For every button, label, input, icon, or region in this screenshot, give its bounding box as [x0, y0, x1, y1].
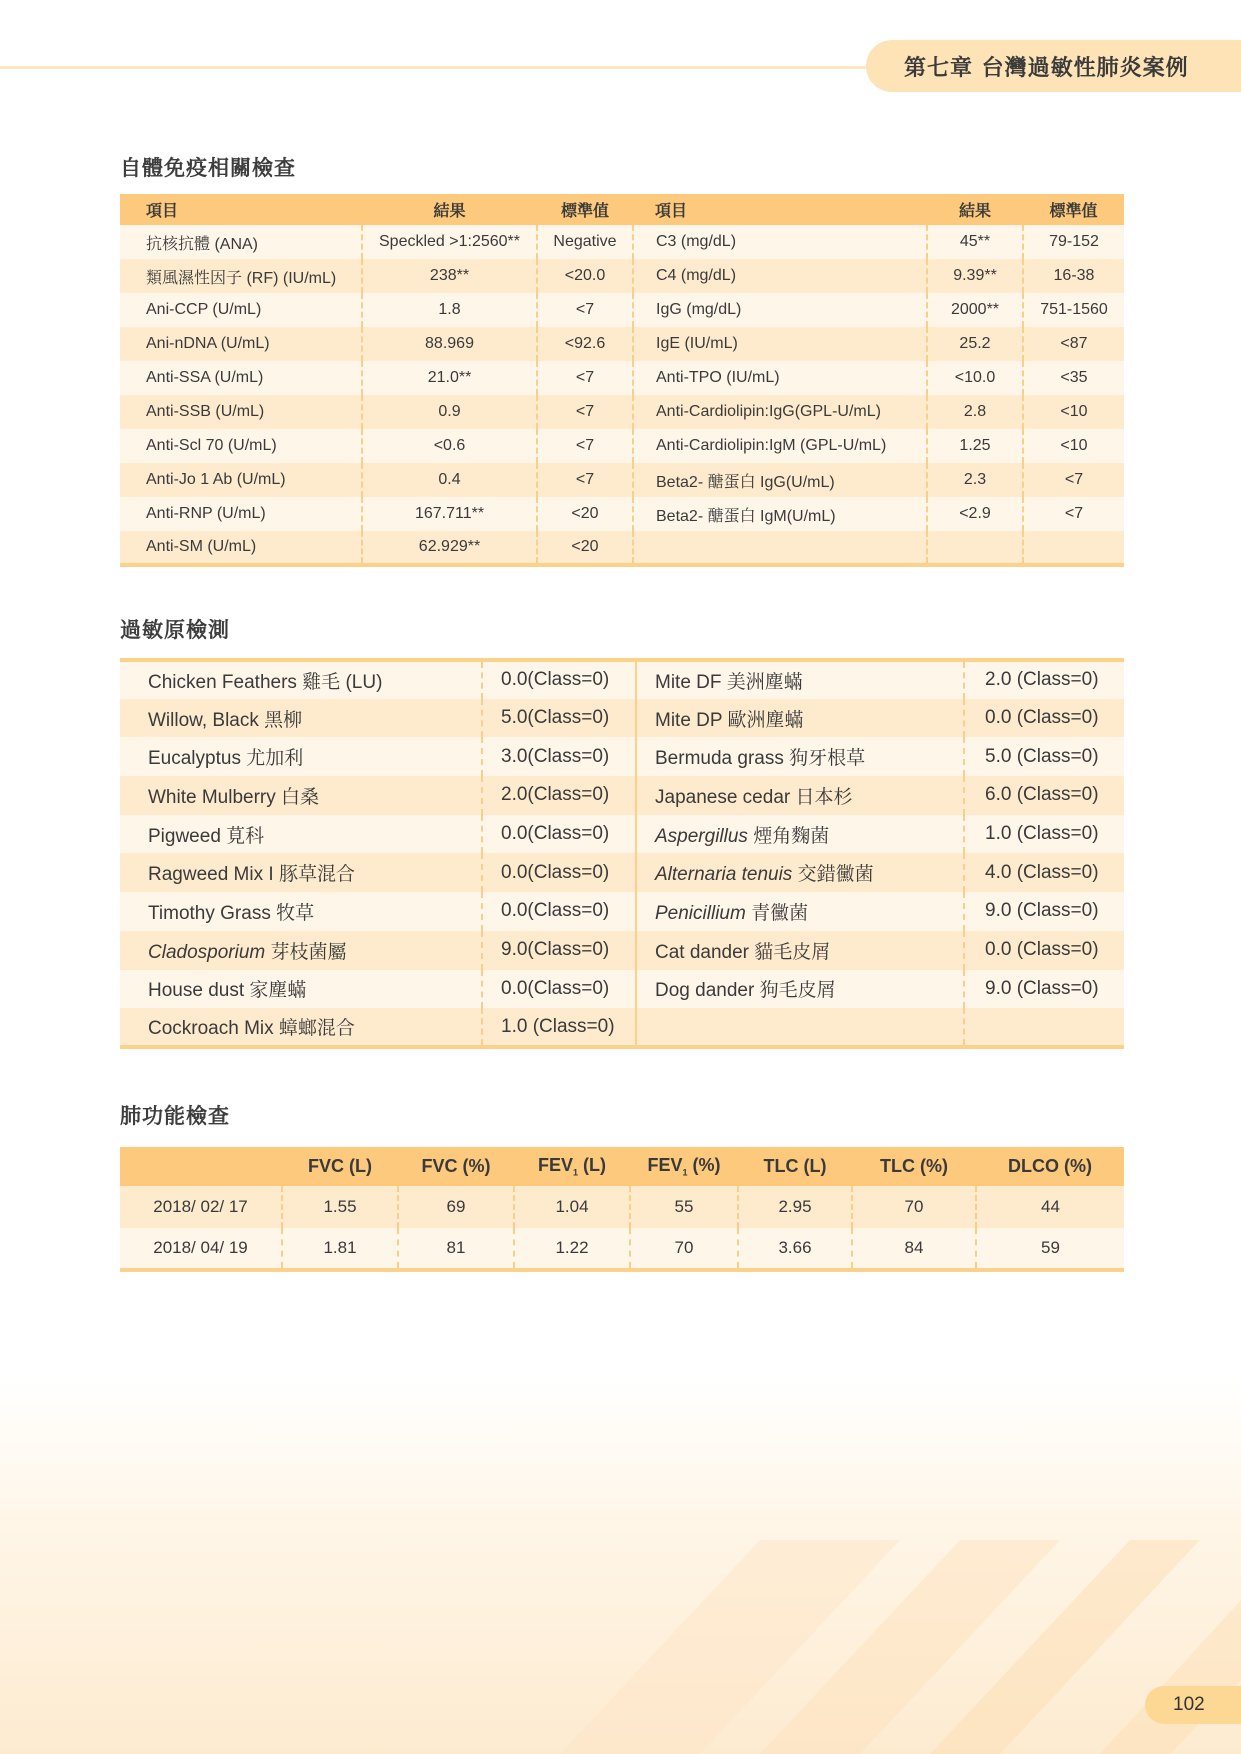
table-cell: 0.0 (Class=0) [964, 699, 1124, 738]
table-cell: <20.0 [537, 259, 633, 293]
table-cell: Japanese cedar 日本杉 [636, 776, 964, 815]
table-cell: <7 [537, 293, 633, 327]
table-cell: Timothy Grass 牧草 [120, 892, 482, 931]
col-header-standard: 標準值 [1023, 194, 1124, 225]
table-cell: <20 [537, 497, 633, 531]
col-header-fev1-pct: $FEV_1$ (%) [630, 1147, 738, 1186]
table-cell: 44 [976, 1186, 1124, 1228]
table-cell: Cockroach Mix 蟑螂混合 [120, 1008, 482, 1047]
table-cell: <20 [537, 531, 633, 565]
table-cell: 1.04 [514, 1186, 630, 1228]
table-row [120, 853, 1124, 892]
table-cell: Penicillium 青黴菌 [636, 892, 964, 931]
section-title-autoimmune: 自體免疫相關檢查 [120, 156, 296, 180]
col-header-standard: 標準值 [537, 194, 633, 225]
table-cell: Anti-Scl 70 (U/mL) [120, 429, 362, 463]
table-cell: IgE (IU/mL) [633, 327, 927, 361]
table-cell: C4 (mg/dL) [633, 259, 927, 293]
table-cell: 0.0 (Class=0) [964, 931, 1124, 970]
table-cell: Aspergillus 煙角麴菌 [636, 815, 964, 854]
table-cell: 81 [398, 1228, 514, 1270]
table-row [120, 1228, 1124, 1270]
col-header-fvc-pct: FVC (%) [398, 1147, 514, 1186]
table-cell: Cladosporium 芽枝菌屬 [120, 931, 482, 970]
table-cell: 59 [976, 1228, 1124, 1270]
table-cell: 2.0 (Class=0) [964, 660, 1124, 699]
table-cell: Beta2- 醣蛋白 IgM(U/mL) [633, 497, 927, 531]
table-cell: Eucalyptus 尤加利 [120, 737, 482, 776]
table-cell: <0.6 [362, 429, 537, 463]
table-cell: Beta2- 醣蛋白 IgG(U/mL) [633, 463, 927, 497]
col-header-result: 結果 [362, 194, 537, 225]
table-cell: Ani-nDNA (U/mL) [120, 327, 362, 361]
table-cell: <92.6 [537, 327, 633, 361]
table-row [120, 463, 1124, 497]
table-cell: 6.0 (Class=0) [964, 776, 1124, 815]
col-header-fev1-l: $FEV_1$ (L) [514, 1147, 630, 1186]
table-cell: 21.0** [362, 361, 537, 395]
col-header-dlco-pct: DLCO (%) [976, 1147, 1124, 1186]
table-cell: 2000** [927, 293, 1023, 327]
table-row [120, 970, 1124, 1009]
table-cell: <7 [537, 463, 633, 497]
table-cell: House dust 家塵蟎 [120, 970, 482, 1009]
table-row [120, 259, 1124, 293]
autoimmune-table [120, 194, 1124, 567]
table-cell [633, 531, 927, 565]
table-cell: 70 [630, 1228, 738, 1270]
table-cell: 2.3 [927, 463, 1023, 497]
table-cell [1023, 531, 1124, 565]
table-row [120, 815, 1124, 854]
table-cell: Cat dander 貓毛皮屑 [636, 931, 964, 970]
table-cell: 62.929** [362, 531, 537, 565]
table-cell: 69 [398, 1186, 514, 1228]
table-cell [964, 1008, 1124, 1047]
col-header-date [120, 1147, 282, 1186]
table-row [120, 1008, 1124, 1047]
table-cell: 2018/ 04/ 19 [120, 1228, 282, 1270]
table-cell: <10 [1023, 395, 1124, 429]
table-cell: 抗核抗體 (ANA) [120, 225, 362, 259]
table-cell: 5.0 (Class=0) [964, 737, 1124, 776]
table-row [120, 497, 1124, 531]
table-cell: 1.25 [927, 429, 1023, 463]
table-cell: 1.0 (Class=0) [482, 1008, 636, 1047]
col-header-tlc-l: TLC (L) [738, 1147, 852, 1186]
table-cell: <2.9 [927, 497, 1023, 531]
table-cell: 9.0(Class=0) [482, 931, 636, 970]
table-cell: Anti-Cardiolipin:IgM (GPL-U/mL) [633, 429, 927, 463]
table-cell [636, 1008, 964, 1047]
table-cell: 5.0(Class=0) [482, 699, 636, 738]
table-row [120, 225, 1124, 259]
table-cell: 1.81 [282, 1228, 398, 1270]
table-cell: 0.9 [362, 395, 537, 429]
table-row [120, 776, 1124, 815]
table-header-row [120, 1147, 1124, 1186]
table-cell [927, 531, 1023, 565]
table-cell: Alternaria tenuis 交錯黴菌 [636, 853, 964, 892]
col-header-item: 項目 [633, 194, 927, 225]
table-cell: Anti-Jo 1 Ab (U/mL) [120, 463, 362, 497]
table-row [120, 892, 1124, 931]
table-cell: 0.0(Class=0) [482, 970, 636, 1009]
table-cell: C3 (mg/dL) [633, 225, 927, 259]
table-cell: 88.969 [362, 327, 537, 361]
table-cell: 70 [852, 1186, 976, 1228]
table-row [120, 395, 1124, 429]
table-cell: Mite DP 歐洲塵蟎 [636, 699, 964, 738]
table-cell: Negative [537, 225, 633, 259]
table-cell: 9.0 (Class=0) [964, 892, 1124, 931]
table-cell: Ani-CCP (U/mL) [120, 293, 362, 327]
table-row [120, 531, 1124, 565]
table-row [120, 429, 1124, 463]
table-cell: Mite DF 美洲塵蟎 [636, 660, 964, 699]
table-cell: <7 [1023, 463, 1124, 497]
table-cell: Willow, Black 黑柳 [120, 699, 482, 738]
table-cell: <35 [1023, 361, 1124, 395]
table-cell: Bermuda grass 狗牙根草 [636, 737, 964, 776]
table-cell: 238** [362, 259, 537, 293]
table-cell: 9.39** [927, 259, 1023, 293]
table-row [120, 327, 1124, 361]
table-cell: 2018/ 02/ 17 [120, 1186, 282, 1228]
table-cell: Anti-Cardiolipin:IgG(GPL-U/mL) [633, 395, 927, 429]
table-cell: 0.0(Class=0) [482, 853, 636, 892]
table-row [120, 1186, 1124, 1228]
table-header-row [120, 194, 1124, 225]
table-cell: 1.8 [362, 293, 537, 327]
table-cell: 45** [927, 225, 1023, 259]
table-cell: <10 [1023, 429, 1124, 463]
table-cell: <87 [1023, 327, 1124, 361]
table-cell: 0.0(Class=0) [482, 660, 636, 699]
table-cell: 16-38 [1023, 259, 1124, 293]
table-cell: <7 [537, 395, 633, 429]
table-cell: 167.711** [362, 497, 537, 531]
table-cell: Chicken Feathers 雞毛 (LU) [120, 660, 482, 699]
table-cell: Ragweed Mix I 豚草混合 [120, 853, 482, 892]
table-cell: 0.0(Class=0) [482, 892, 636, 931]
table-cell: <10.0 [927, 361, 1023, 395]
section-title-lung-function: 肺功能檢查 [120, 1104, 230, 1128]
col-header-item: 項目 [120, 194, 362, 225]
table-cell: 1.22 [514, 1228, 630, 1270]
header-rule [0, 66, 880, 69]
table-cell: White Mulberry 白桑 [120, 776, 482, 815]
table-cell: 84 [852, 1228, 976, 1270]
table-cell: <7 [537, 429, 633, 463]
table-cell: IgG (mg/dL) [633, 293, 927, 327]
table-cell: Anti-TPO (IU/mL) [633, 361, 927, 395]
table-cell: Pigweed 莧科 [120, 815, 482, 854]
table-row [120, 931, 1124, 970]
table-row [120, 361, 1124, 395]
background-decoration [0, 1480, 1241, 1754]
table-cell: 4.0 (Class=0) [964, 853, 1124, 892]
table-cell: Speckled >1:2560** [362, 225, 537, 259]
table-cell: Dog dander 狗毛皮屑 [636, 970, 964, 1009]
table-cell: <7 [1023, 497, 1124, 531]
table-cell: 0.4 [362, 463, 537, 497]
table-cell: 9.0 (Class=0) [964, 970, 1124, 1009]
table-cell: 751-1560 [1023, 293, 1124, 327]
table-cell: 3.66 [738, 1228, 852, 1270]
table-row [120, 660, 1124, 699]
table-cell: Anti-SSA (U/mL) [120, 361, 362, 395]
table-cell: <7 [537, 361, 633, 395]
col-header-tlc-pct: TLC (%) [852, 1147, 976, 1186]
table-cell: 2.8 [927, 395, 1023, 429]
table-cell: 類風濕性因子 (RF) (IU/mL) [120, 259, 362, 293]
table-cell: Anti-RNP (U/mL) [120, 497, 362, 531]
table-cell: 2.0(Class=0) [482, 776, 636, 815]
section-title-allergen: 過敏原檢測 [120, 618, 230, 642]
table-cell: 0.0(Class=0) [482, 815, 636, 854]
table-cell: 3.0(Class=0) [482, 737, 636, 776]
table-cell: Anti-SM (U/mL) [120, 531, 362, 565]
col-header-result: 結果 [927, 194, 1023, 225]
table-cell: 2.95 [738, 1186, 852, 1228]
table-cell: Anti-SSB (U/mL) [120, 395, 362, 429]
allergen-table [120, 658, 1124, 1049]
table-row [120, 293, 1124, 327]
table-row [120, 737, 1124, 776]
table-cell: 1.55 [282, 1186, 398, 1228]
lung-function-table [120, 1147, 1124, 1272]
table-cell: 25.2 [927, 327, 1023, 361]
table-cell: 79-152 [1023, 225, 1124, 259]
table-cell: 55 [630, 1186, 738, 1228]
table-cell: 1.0 (Class=0) [964, 815, 1124, 854]
table-row [120, 699, 1124, 738]
page-number: 102 [1145, 1686, 1241, 1724]
chapter-title: 第七章 台灣過敏性肺炎案例 [866, 40, 1241, 92]
col-header-fvc-l: FVC (L) [282, 1147, 398, 1186]
